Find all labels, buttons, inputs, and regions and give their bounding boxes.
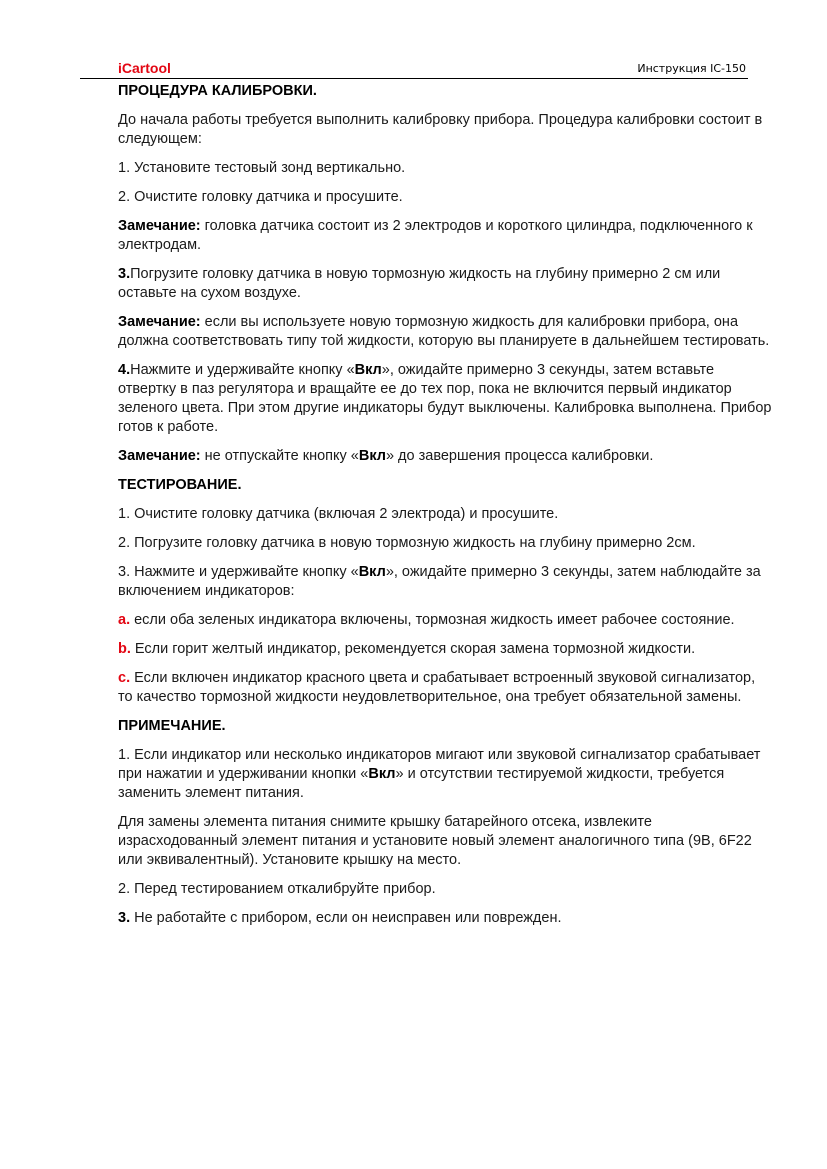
note-text: если вы используете новую тормозную жидкость для калибровки прибора, она должна соответствовать типу той жидкости, которую вы планируете в дальнейшем тестировать. [118,314,770,349]
notes-heading: ПРИМЕЧАНИЕ. [118,718,226,734]
notes-item-1 [118,746,773,803]
calibration-step-2: 2. Очистите головку датчика и просушите. [118,189,403,205]
calibration-note-2 [118,313,773,351]
step-text: Нажмите и удерживайте кнопку « [130,362,355,378]
note-label: Замечание: [118,314,201,330]
notes-item-3 [118,909,773,928]
step-text: 3. Нажмите и удерживайте кнопку « [118,564,359,580]
brand-logo-text: iCartool [118,60,171,76]
result-label: a. [118,612,131,628]
button-name: Вкл [368,766,396,782]
calibration-intro: До начала работы требуется выполнить калибровку прибора. Процедура калибровки состоит в следующем: [118,112,763,147]
note-text: » до завершения процесса калибровки. [385,448,654,464]
testing-step-1: 1. Очистите головку датчика (включая 2 электрода) и просушите. [118,506,559,522]
testing-result-b [118,640,773,659]
note-text: не отпускайте кнопку « [200,448,359,464]
notes-item-2: 2. Перед тестированием откалибруйте прибор. [118,881,436,897]
testing-heading: ТЕСТИРОВАНИЕ. [118,477,242,493]
calibration-note-1 [118,217,773,255]
note-label: Замечание: [118,218,201,234]
button-name: Вкл [358,448,386,464]
calibration-note-3 [118,447,773,466]
note-label: Замечание: [118,448,201,464]
step-text: », ожидайте примерно 3 секунды, затем вставьте отвертку в паз регулятора и вращайте ее до тех пор, пока не включится первый индикатор зеленого цвета. При этом другие индикаторы будут выключены. Калибровка выполнена. Прибор готов к работе. [118,362,772,435]
document-body [118,82,773,938]
note-text: » и отсутствии тестируемой жидкости, требуется заменить элемент питания. [118,766,725,801]
result-text: Если горит желтый индикатор, рекомендуется скорая замена тормозной жидкости. [130,641,696,657]
button-name: Вкл [358,564,386,580]
testing-step-3 [118,563,773,601]
note-text: 1. Если индикатор или несколько индикаторов мигают или звуковой сигнализатор срабатывает при нажатии и удерживании кнопки « [118,747,761,782]
step-number: 3. [118,266,131,282]
testing-result-c [118,669,773,707]
note-text: Не работайте с прибором, если он неисправен или поврежден. [130,910,562,926]
step-number: 3. [118,910,131,926]
step-number: 4. [118,362,131,378]
testing-result-a [118,611,773,630]
result-label: c. [118,670,131,686]
result-label: b. [118,641,131,657]
calibration-step-4 [118,361,773,437]
calibration-step-1: 1. Установите тестовый зонд вертикально. [118,160,406,176]
note-text: головка датчика состоит из 2 электродов и короткого цилиндра, подключенного к электродам. [118,218,753,253]
document-title: Инструкция IC-150 [637,62,746,75]
page-header [80,60,748,79]
notes-battery: Для замены элемента питания снимите крышку батарейного отсека, извлеките израсходованный элемент питания и установите новый элемент аналогичного типа (9В, 6F22 или эквивалентный). Установите крышку на место. [118,814,752,868]
step-text: », ожидайте примерно 3 секунды, затем наблюдайте за включением индикаторов: [118,564,761,599]
testing-step-2: 2. Погрузите головку датчика в новую тормозную жидкость на глубину примерно 2см. [118,535,696,551]
button-name: Вкл [354,362,382,378]
calibration-step-3 [118,265,773,303]
step-text: Погрузите головку датчика в новую тормозную жидкость на глубину примерно 2 см или оставьте на сухом воздухе. [118,266,721,301]
calibration-heading: ПРОЦЕДУРА КАЛИБРОВКИ. [118,83,317,99]
result-text: если оба зеленых индикатора включены, тормозная жидкость имеет рабочее состояние. [130,612,735,628]
result-text: Если включен индикатор красного цвета и срабатывает встроенный звуковой сигнализатор, то качество тормозной жидкости неудовлетворительное, она требует обязательной замены. [118,670,756,705]
